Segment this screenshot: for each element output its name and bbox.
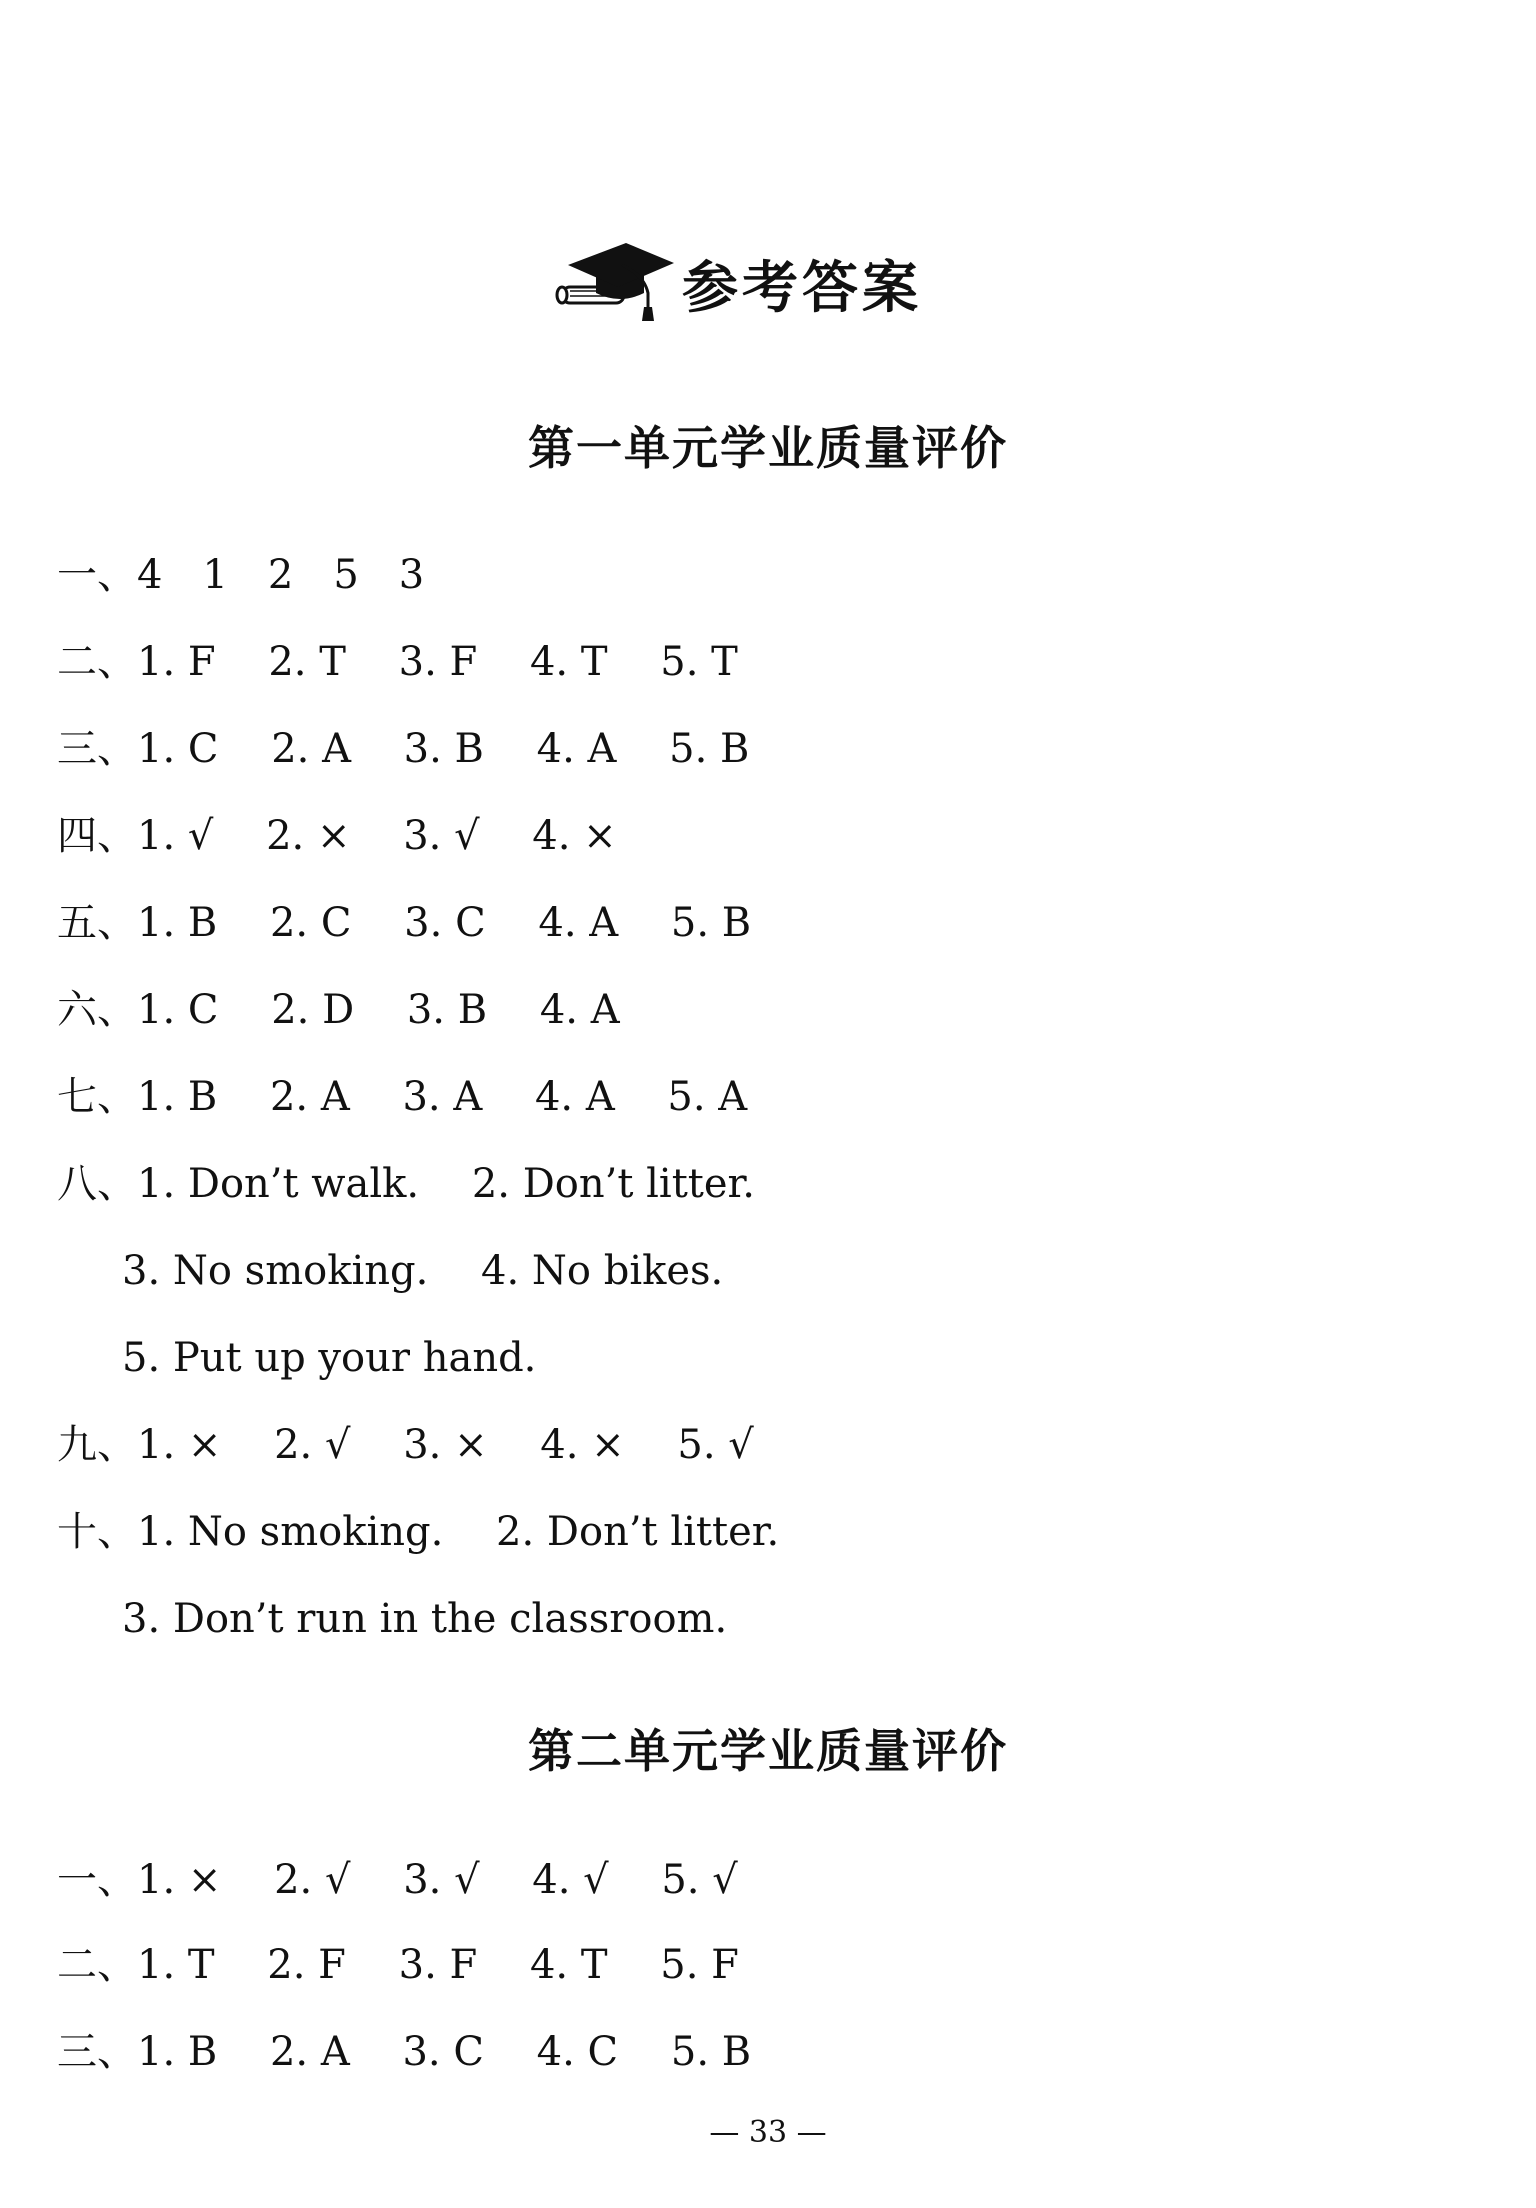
answer-line: 二、1. F 2. T 3. F 4. T 5. T [57,639,738,685]
answer-line: 七、1. B 2. A 3. A 4. A 5. A [57,1074,748,1120]
answer-line: 四、1. √ 2. × 3. √ 4. × [57,813,617,859]
answer-line: 五、1. B 2. C 3. C 4. A 5. B [57,900,752,946]
answer-line: 六、1. C 2. D 3. B 4. A [57,987,620,1033]
page-title: 参考答案 [682,256,922,321]
answer-line: 三、1. B 2. A 3. C 4. C 5. B [57,2029,752,2075]
page-header [0,235,1536,345]
section-title-unit-2: 第二单元学业质量评价 [528,1724,1008,1778]
section-title-unit-1: 第一单元学业质量评价 [528,421,1008,475]
answer-line: 5. Put up your hand. [122,1335,537,1381]
answer-line: 3. Don’t run in the classroom. [122,1596,728,1642]
page-number: — 33 — [709,2115,827,2150]
answer-line: 八、1. Don’t walk. 2. Don’t litter. [57,1161,755,1207]
answer-line: 十、1. No smoking. 2. Don’t litter. [57,1509,780,1555]
answer-line: 三、1. C 2. A 3. B 4. A 5. B [57,726,750,772]
answer-line: 一、1. × 2. √ 3. √ 4. √ 5. √ [57,1857,738,1903]
answer-line: 九、1. × 2. √ 3. × 4. × 5. √ [57,1422,754,1468]
answer-line: 一、4 1 2 5 3 [57,552,425,598]
answer-line: 3. No smoking. 4. No bikes. [122,1248,724,1294]
graduation-cap-icon [548,235,678,325]
answer-line: 二、1. T 2. F 3. F 4. T 5. F [57,1942,739,1988]
